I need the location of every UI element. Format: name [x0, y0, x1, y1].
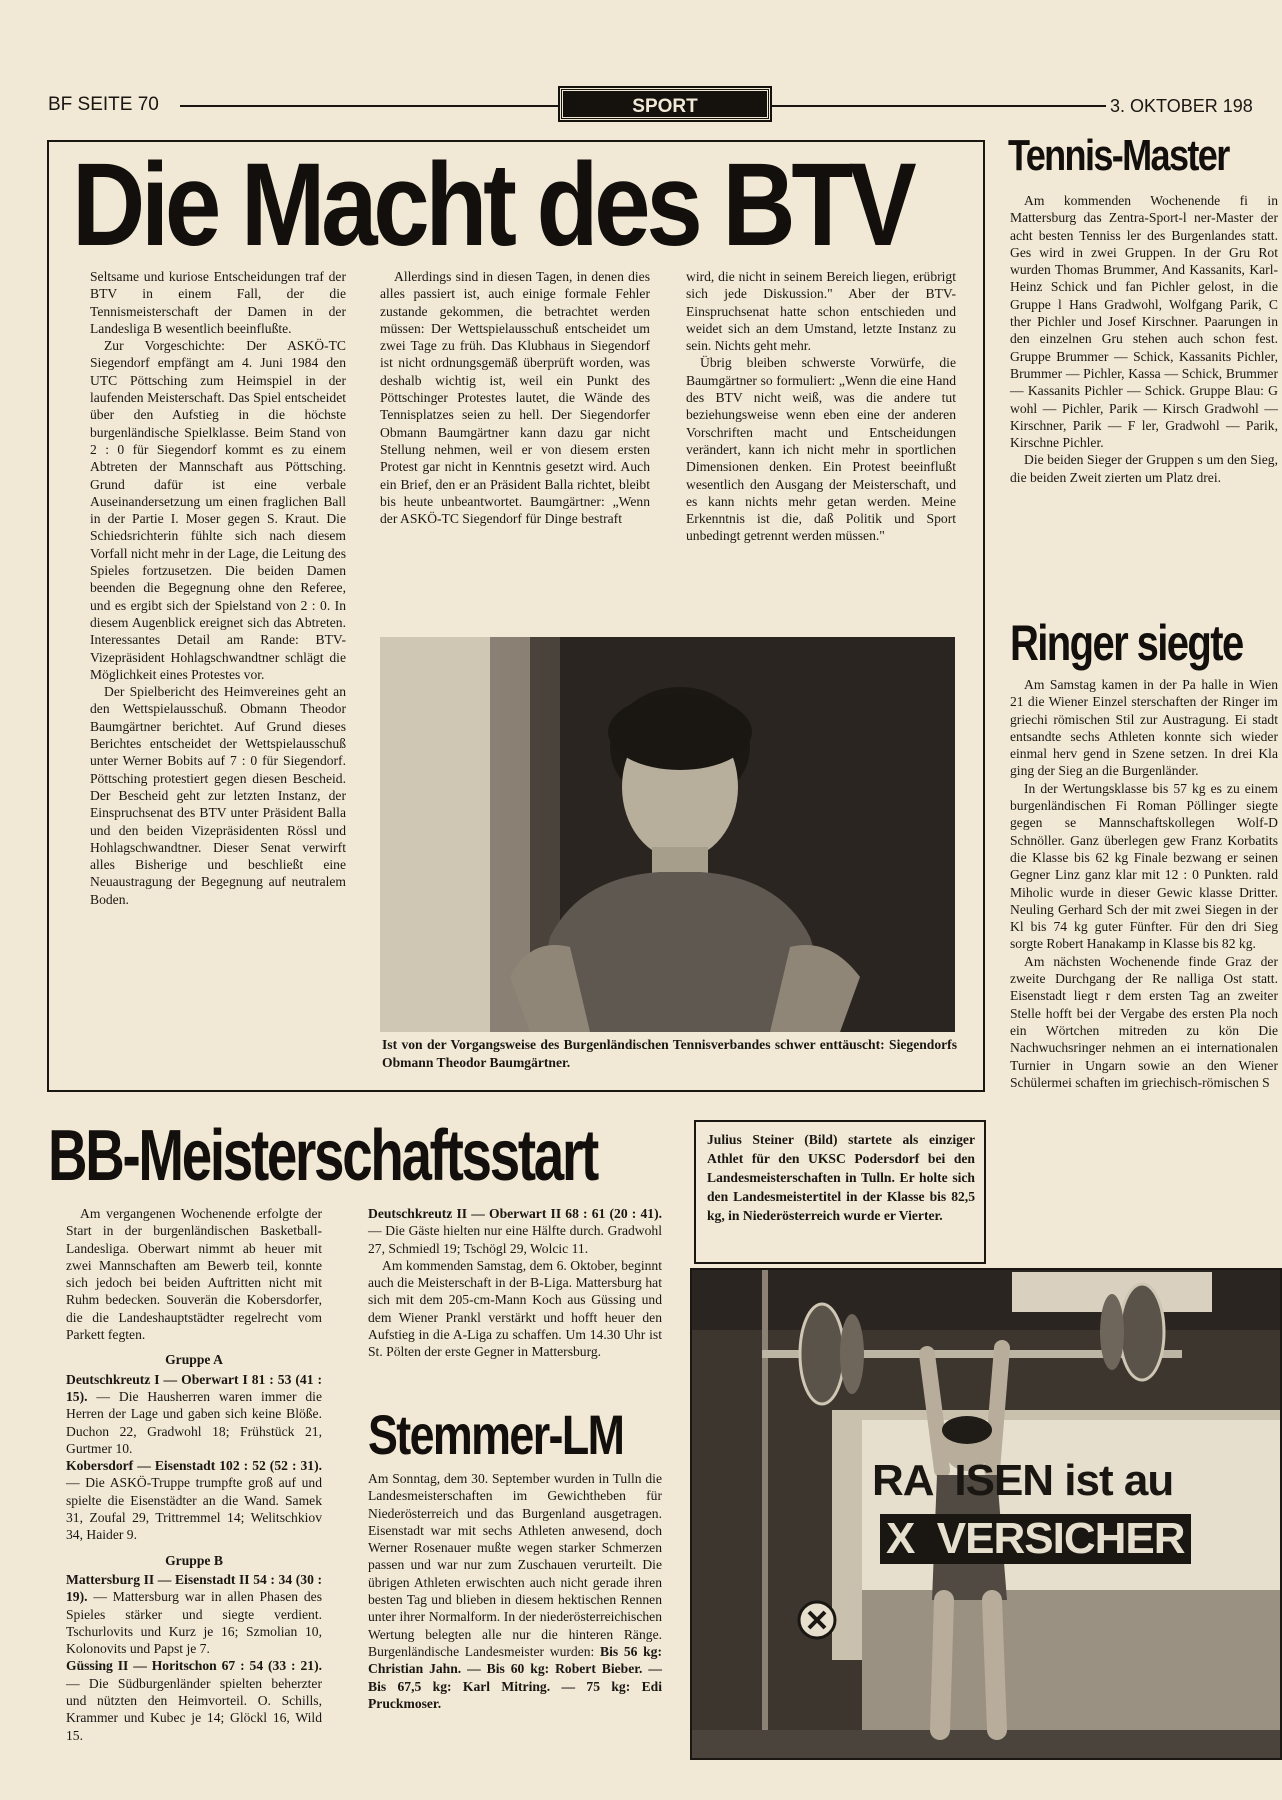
bb-a2-result: Kobersdorf — Eisenstadt 102 : 52 (52 : 31). [66, 1458, 322, 1474]
tennis-p1: Am kommenden Wochenende fi in Mattersburg das Zentra-Sport-l ner-Master der acht besten Tenniss ler des Burgenlandes statt. Ges wird in zwei Gruppen. In der Gru Rot wurden Thomas Brummer, And Kassanits, Karl-Heinz Schick und fan Pichler gelost, in die Gruppe l Hans Gradwohl, Wolfgang Parik, C ther Pichler und Josef Kirschner. Paarungen in den einzelnen Gru stehen auch schon fest. Gruppe Brummer — Schick, Kassanits Pichler, Brummer — Pichler, Kassa — Schick, Brummer — Kassanits Pichler — Schick. Gruppe Blau: G wohl — Pichler, Parik — Kirsch Gradwohl — Kirschner, Parik — F ler, Gradwohl — Parik, Kirschne Pichler. [1010, 193, 1278, 451]
bb-b3-text: — Die Gäste hielten nur eine Hälfte durch. Gradwohl 27, Schmiedl 19; Tschögl 29, Wolcic 11. [368, 1223, 662, 1256]
main-col1-p2: Zur Vorgeschichte: Der ASKÖ-TC Siegendorf empfängt am 4. Juni 1984 den UTC Pöttsching zum Heimspiel in der laufenden Meisterschaft. Das Spiel entscheidet über den Aufstieg in die höchste burgenländische Spielklasse. Beim Stand von 2 : 0 für Siegendorf kommt es zu einem Abtreten der Mannschaft aus Pöttsching. Grund dafür ist eine verbale Auseinandersetzung um einen fraglichen Ball in der Partie I. Moser gegen S. Kraut. Die Schiedsrichterin fühlte sich nach diesem Vorfall nicht mehr in der Lage, die Leitung des Spieles fortzusetzen. Die beiden Damen beenden die Begegnung ohne den Referee, und es ergibt sich der Spielstand von 2 : 0. In diesem Augenblick ereignet sich das Abtreten. Interessantes Detail am Rande: BTV-Vizepräsident Hohlagschwandtner schlägt die Möglichkeit eines Protestes vor. [90, 338, 346, 682]
bb-outro: Am kommenden Samstag, dem 6. Oktober, beginnt auch die Meisterschaft in der B-Liga. Mattersburg hat sich mit dem 205-cm-Mann Koch aus Güssing und dem Wiener Prankl verstärkt und hofft heuer den Aufstieg in die A-Liga zu schaffen. Um 14.30 Uhr ist St. Pölten der erste Gegner in Mattersburg. [368, 1257, 662, 1360]
stemmer-results: Bis 56 kg: Christian Jahn. — Bis 60 kg: Robert Bieber. — Bis 67,5 kg: Karl Mitring. — 75 kg: Edi Pruckmoser. [368, 1643, 662, 1711]
bb-b3-result: Deutschkreutz II — Oberwart II 68 : 61 (20 : 41). [368, 1206, 662, 1221]
main-col1-p1: Seltsame und kuriose Entscheidungen traf der BTV in einem Fall, der die Tennismeisterschaft der Damen in der Landesliga B wesentlich beeinflußte. [90, 269, 346, 336]
stemmer-headline: Stemmer-LM [368, 1403, 624, 1466]
tennis-p2: Die beiden Sieger der Gruppen s um den Sieg, die beiden Zweit zierten um Platz drei. [1010, 452, 1278, 485]
issue-date: 3. OKTOBER 198 [1110, 96, 1253, 116]
ringer-headline: Ringer siegte [1010, 615, 1243, 671]
bb-group-b: Gruppe B [165, 1552, 223, 1568]
stemmer-body: Am Sonntag, dem 30. September wurden in Tulln die Landesmeisterschaften im Gewichtheben für Niederösterreich und das Burgenland ausgetragen. Eisenstadt war mit sechs Athleten anwesend, doch Werner Rosenauer mußte wegen starker Schmerzen passen und war nur zum Zuschauen verurteilt. Die übrigen Athleten erwischten auch nicht gerade ihren besten Tag und blieben in diesem hektischen Rennen unter ihrer Normalform. In der niederösterreichischen Wertung belegten alle nur die hinteren Ränge. Burgenländische Landesmeister wurden: [368, 1471, 662, 1659]
ringer-p1: Am Samstag kamen in der Pa halle in Wien 21 die Wiener Einzel sterschaften der Ringer im griechi römischen Stil zur Austragung. Ei stadt entsandte sechs Athleten konnte sich wieder einmal herv gend in Szene setzen. In drei Kla ging der Sieg an die Burgenländer. [1010, 677, 1278, 779]
main-column-1 [90, 268, 346, 908]
tennis-text [1010, 192, 1278, 486]
section-label: SPORT [560, 88, 770, 120]
bb-a2 [66, 1457, 322, 1543]
ringer-p3: Am nächsten Wochenende finde Graz der zweite Durchgang der Re nalliga Ost statt. Eisenstadt liegt r dem ersten Tag an zweiter Stelle hofft bei der Vergabe des ersten Pla noch ein Wörtchen mitreden zu kön Die Nachwuchsringer nehmen an ei internationalen Turnier in Ungarn sowie an den Wiener Schülermei schaften im griechisch-römischen S [1010, 953, 1278, 1090]
stemmer-caption: Julius Steiner (Bild) startete als einziger Athlet für den UKSC Podersdorf bei den Landesmeisterschaften in Tulln. Er holte sich den Landesmeistertitel in der Klasse bis 82,5 kg, in Niederösterreich wurde er Vierter. [707, 1132, 975, 1223]
ringer-p2: In der Wertungsklasse bis 57 kg es zu einem burgenländischen Fi Roman Pöllinger siegte gegen se Mannschaftskollegen Wolf-D Schnöller. Ganz überlegen gew Franz Korbatits die Klasse bis 62 kg Finale bezwang er seinen Gegner Linz ganz klar mit 12 : 0 Punkten. rald Miholic wurde in dieser Gewic klasse Dritter. Neuling Gerhard Sch der mit zwei Siegen in der Kl bis 74 kg guter Fünfter. Für den dri Sieg sorgte Robert Hanakamp in Klasse bis 82 kg. [1010, 780, 1278, 952]
bb-b2-result: Güssing II — Horitschon 67 : 54 (33 : 21). [66, 1658, 322, 1674]
main-headline: Die Macht des BTV [72, 139, 913, 271]
bb-b2-text: — Die Südburgenländer spielten beherzter und nützten den Heimvorteil. O. Schills, Krammer und Kubec je 14; Glöckl 16, Wild 15. [66, 1675, 322, 1743]
main-col3-p2: Übrig bleiben schwerste Vorwürfe, die Baumgärtner so formuliert: „Wenn die eine Hand des BTV nicht weiß, was die andere tut beziehungsweise wenn eben eine der anderen Vorschriften macht und Entscheidungen verändert, kann ich nicht mehr in sportlichen Dimensionen denken. Ein Protest beeinflußt wesentlich den Ausgang der Meisterschaft, und es kann nichts mehr getan werden. Meine Erkenntnis ist die, daß Politik und Sport unbedingt getrennt werden müssen." [686, 355, 956, 544]
main-col1-p3: Der Spielbericht des Heimvereines geht an den Wettspielausschuß. Obmann Theodor Baumgärtner berichtet. Auf Grund dieses Berichtes entscheidet der Wettspielausschuß unter Werner Bobits auf 7 : 0 für Siegendorf. Pöttsching protestiert gegen diesen Bescheid. Der Bescheid geht zur letzten Instanz, der Einspruchsenat des BTV unter Präsident Balla und den beiden Vizepräsidenten Rössl und Hohlagschwandtner. Dieser Senat verwirft alles Bisherige und beschließt eine Neuaustragung der Begegnung auf neutralem Boden. [90, 684, 346, 907]
header-rule-left [180, 105, 558, 107]
main-column-2 [380, 268, 650, 527]
main-col3-p1: wird, die nicht in seinem Bereich liegen, erübrigt sich jede Diskussion." Aber der BTV-Einspruchsenat hatte schon entschieden und weidet sich an dem Umstand, letzte Instanz zu sein. Nichts geht mehr. [686, 269, 956, 354]
bb-intro: Am vergangenen Wochenende erfolgte der Start in der burgenländischen Basketball-Landesliga. Oberwart nimmt ab heuer mit zwei Mannschaften am Bewerb teil, konnte sich jedoch bei beiden Auftritten nicht mit Ruhm bedecken. Souverän die Kobersdorfer, die die Landeshauptstädter regelrecht vom Parkett fegten. [66, 1206, 322, 1343]
banner-text-line1: RA ISEN ist au [872, 1456, 1174, 1505]
header-rule-right [772, 105, 1106, 107]
main-column-3 [686, 268, 956, 545]
stemmer-p1 [368, 1470, 662, 1712]
bb-b3 [368, 1205, 662, 1257]
main-col2-p1: Allerdings sind in diesen Tagen, in denen dies alles passiert ist, auch einige formale Fehler zustande gekommen, die betrachtet werden müssen: Der Wettspielausschuß entscheidet um zwei Tage zu früh. Das Klubhaus in Siegendorf ist nicht ordnungsgemäß überprüft worden, was deshalb wichtig ist, weil ein Punkt des Pöttschinger Protestes lautet, die Wände des Tennisplatzes seien zu hell. Der Siegendorfer Obmann Baumgärtner kann dazu gar nicht Stellung nehmen, weil er von diesem ersten Protest gar nicht in Kenntnis gesetzt wird. Auch ein Brief, den er an Präsident Balla richtet, bleibt bis heute unbeantwortet. Baumgärtner: „Wenn der ASKÖ-TC Siegendorf für Dinge bestraft [380, 269, 650, 527]
bb-b1-text: — Mattersburg war in allen Phasen des Spieles stärker und siegte verdient. Tschurlovits und Kurz je 16; Szmolian 10, Kolonovits und Papst je 7. [66, 1589, 322, 1657]
main-photo [380, 637, 955, 1032]
stemmer-text [368, 1470, 662, 1712]
portrait-photo-illustration [380, 637, 955, 1032]
bb-a2-text: — Die ASKÖ-Truppe trumpfte groß auf und spielte die Eisenstädter an die Wand. Samek 31, Zoufal 29, Trittremmel 14; Welitschkiov 34, Haider 9. [66, 1475, 322, 1543]
tennis-headline: Tennis-Master [1008, 131, 1229, 180]
main-photo-caption: Ist von der Vorgangsweise des Burgenländischen Tennisverbandes schwer enttäuscht: Siegendorfs Obmann Theodor Baumgärtner. [382, 1037, 957, 1070]
page-number: BF SEITE 70 [48, 94, 159, 115]
bb-group-a: Gruppe A [165, 1352, 223, 1368]
bb-b1-result: Mattersburg II — Eisenstadt II 54 : 34 (30 : 19). [66, 1571, 322, 1605]
bb-column-1 [66, 1205, 322, 1744]
bb-column-2 [368, 1205, 662, 1361]
ringer-text [1010, 676, 1278, 1091]
bb-a1 [66, 1371, 322, 1457]
banner-text-line2: X VERSICHER [880, 1514, 1191, 1564]
bb-a1-text: — Die Hausherren waren immer die Herren der Lage und gaben sich keine Blöße. Duchon 22, Gradwohl 18; Frühstück 21, Gurtmer 10. [66, 1388, 322, 1456]
bb-b1 [66, 1571, 322, 1657]
bb-b2 [66, 1657, 322, 1743]
weightlifter-photo [690, 1268, 1282, 1760]
bb-a1-result: Deutschkreutz I — Oberwart I 81 : 53 (41 : 15). [66, 1371, 322, 1404]
bb-headline: BB-Meisterschaftsstart [48, 1116, 597, 1196]
